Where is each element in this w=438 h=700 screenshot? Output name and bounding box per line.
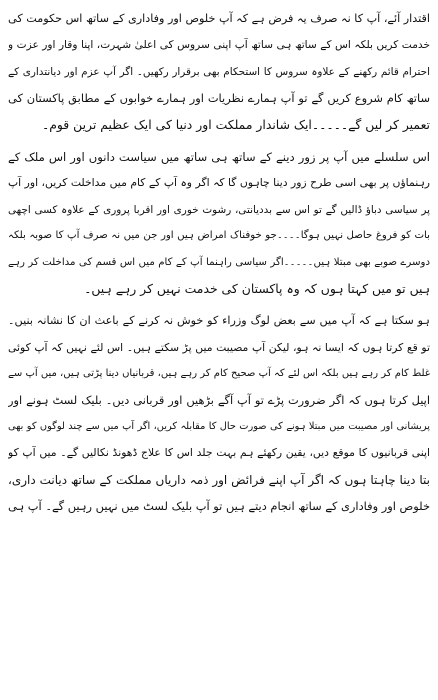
text-line: احترام قائم رکھنے کے علاوہ سروس کا استحکام بھی برقرار رکھیں۔ اگر آپ عزم اور دیانتداری کے [8,65,430,78]
paragraph-1 [8,6,430,138]
text-line: بتا دینا چاہتا ہوں کہ اگر آپ اپنے فرائض اور ذمہ داریاں مملکت کے ساتھ دیانت داری، [8,472,430,487]
text-line: اس سلسلے میں آپ پر زور دینے کے ساتھ ہی ساتھ میں سیاست دانوں اور اس ملک کے [8,149,430,164]
paragraph-3 [8,308,430,519]
text-line: تو قع کرتا ہوں کہ ایسا نہ ہو، لیکن آپ مصیبت میں پڑ سکتے ہیں۔ اس لئے نہیں کہ آپ کوئی [8,340,430,354]
text-line: ہیں تو میں کہتا ہوں کہ وہ پاکستان کی خدمت نہیں کر رہے ہیں۔ [84,280,430,296]
text-line: تعمیر کر لیں گے۔۔۔۔۔ایک شاندار مملکت اور دنیا کی ایک عظیم ترین قوم۔ [41,116,430,132]
text-line: ساتھ کام شروع کریں گے تو آپ ہمارے نظریات اور ہمارے خوابوں کے مطابق پاکستان کی [8,91,430,106]
text-line: اپیل کرتا ہوں کہ اگر ضرورت پڑے تو آپ آگے بڑھیں اور قربانی دیں۔ بلیک لسٹ ہونے اور [8,393,430,408]
text-line: دوسرے صوبے بھی مبتلا ہیں۔۔۔۔۔اگر سیاسی راہنما آپ کے کام میں اس قسم کی مداخلت کر رہے [8,256,430,268]
text-line: پر سیاسی دباؤ ڈالیں گے تو اس سے بددیانتی، رشوت خوری اور اقربا پروری کے علاوہ کسی اچھی [8,203,430,216]
text-line: غلط کام کر رہے ہیں بلکہ اس لئے کہ آپ صحیح کام کر رہے ہیں، قربانیاں دینا پڑتی ہیں، میں آپ سے [8,368,430,380]
text-line: خدمت کریں بلکہ اس کے ساتھ ہی ساتھ آپ اپنی سروس کی اعلیٰ شہرت، اپنا وقار اور عزت و [8,39,430,52]
text-line: خلوص اور وفاداری کے ساتھ انجام دیتے ہیں تو آپ بلیک لسٹ میں نہیں رہیں گے۔ آپ ہی [8,499,430,514]
text-line: اپنی قربانیوں کا موقع دیں، یقین رکھئے ہم بہت جلد اس کا علاج ڈھونڈ نکالیں گے۔ میں آپ کو [8,446,430,460]
text-line: رہنماؤں پر بھی اسی طرح زور دینا چاہوں گا کہ اگر وہ آپ کے کام میں مداخلت کریں، اور آپ [8,176,430,190]
text-line: ہو سکتا ہے کہ آپ میں سے بعض لوگ وزراء کو خوش نہ کرنے کے باعث ان کا نشانہ بنیں۔ [8,314,430,328]
text-line: بات کو فروغ حاصل نہیں ہوگا۔۔۔۔جو خوفناک امراض ہیں اور جن میں نہ صرف آپ کا صوبہ بلکہ [8,230,430,242]
text-line: پریشانی اور مصیبت میں مبتلا ہونے کی صورت حال کا مقابلہ کریں، اگر آپ میں سے چند لوگوں کو بھی [8,420,430,432]
text-line: اقتدار آئے، آپ کا نہ صرف یہ فرض ہے کہ آپ خلوص اور وفاداری کے ساتھ اس حکومت کی [8,12,430,25]
paragraph-2 [8,144,430,302]
